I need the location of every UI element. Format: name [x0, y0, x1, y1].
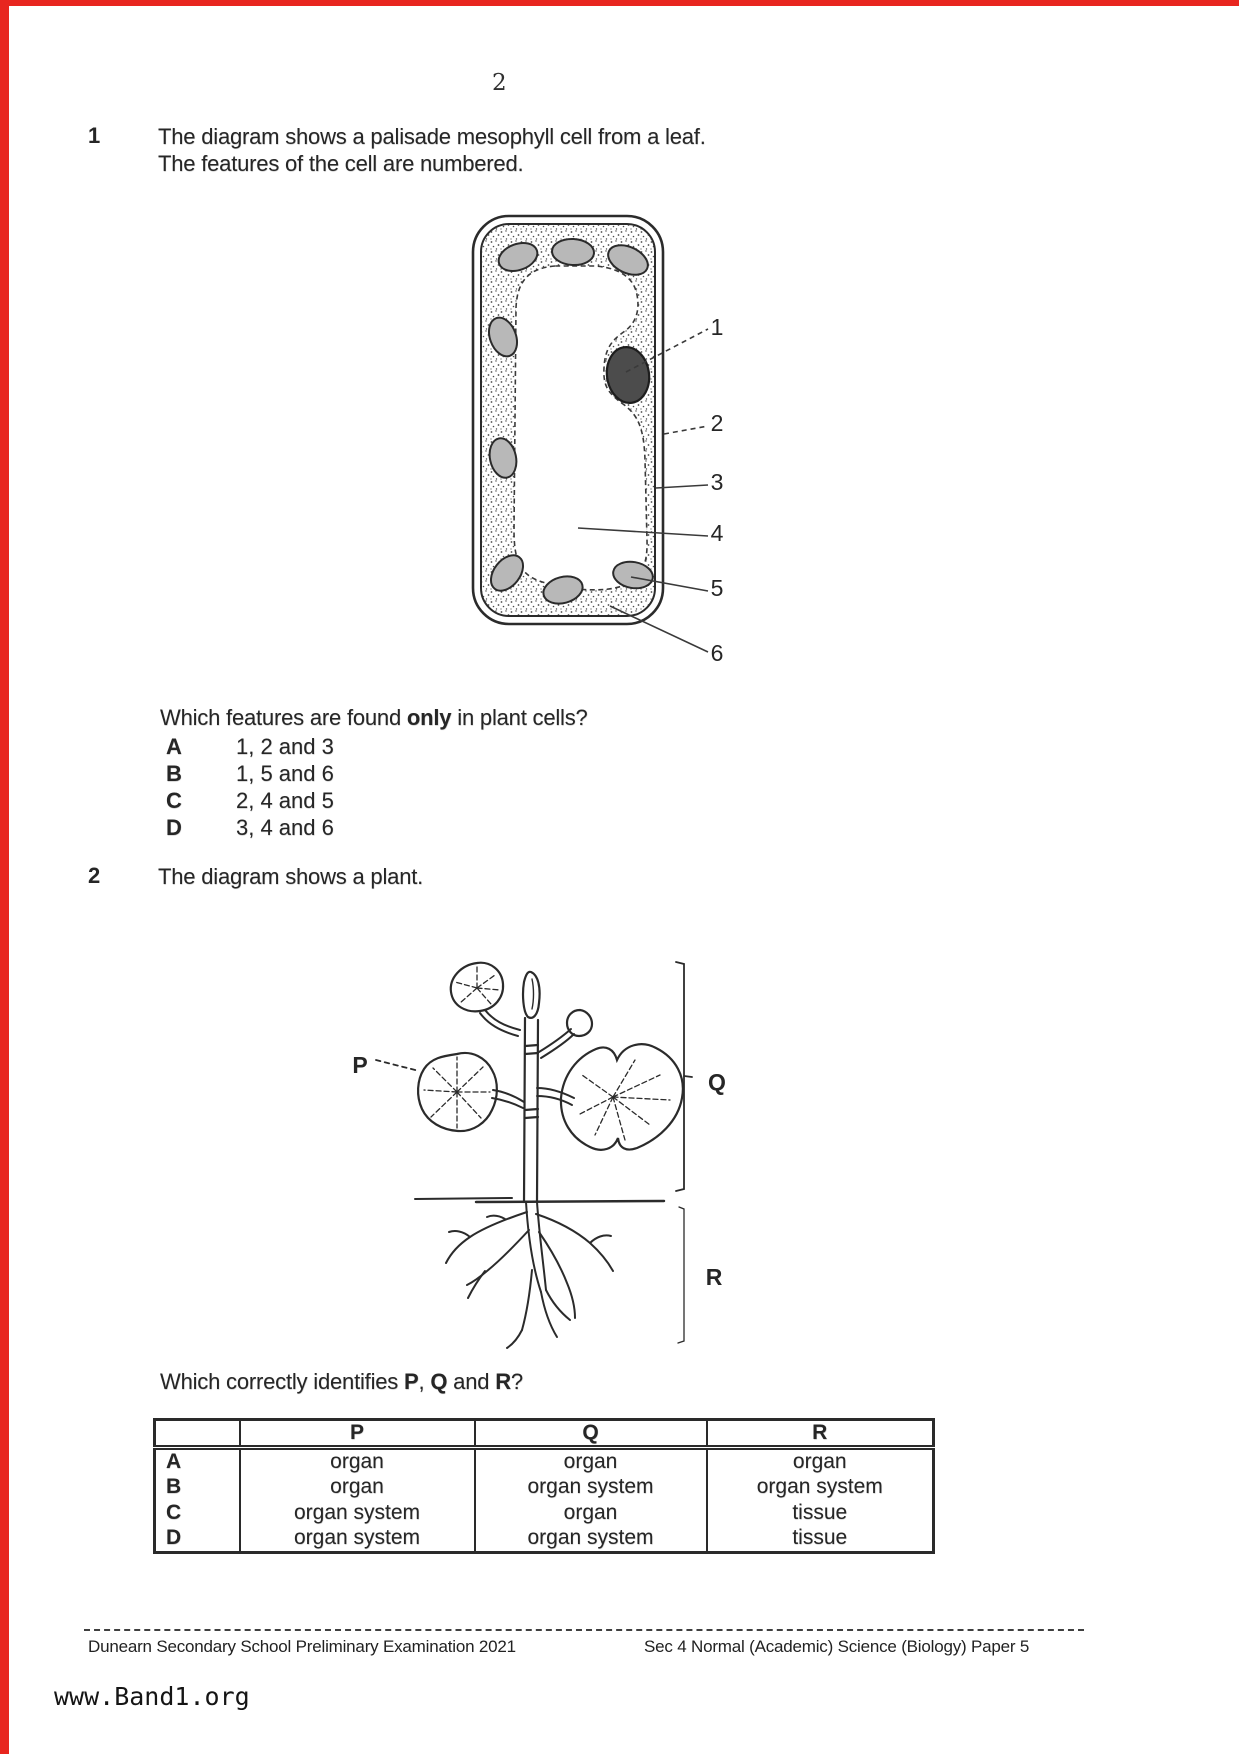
r-bracket — [678, 1207, 684, 1343]
question-2-stem-end: ? — [510, 1369, 523, 1394]
option-a-text: 1, 2 and 3 — [236, 734, 334, 759]
option-a-letter: A — [166, 734, 182, 759]
table-row-a-q: organ — [475, 1448, 707, 1475]
question-2-stem-sep2: and — [447, 1369, 496, 1394]
table-row — [155, 1526, 934, 1552]
q2-answer-table — [153, 1418, 935, 1554]
plant-figure — [280, 940, 730, 1360]
option-a — [166, 733, 334, 760]
cell-label-6: 6 — [710, 640, 724, 666]
footer-school: Dunearn Secondary School Preliminary Examination 2021 — [88, 1637, 516, 1656]
cell-label-3: 3 — [710, 469, 724, 495]
option-c-text: 2, 4 and 5 — [236, 788, 334, 813]
question-1-stem-post: in plant cells? — [451, 705, 588, 730]
table-row-c-q: organ — [475, 1500, 707, 1526]
option-d — [166, 814, 334, 841]
question-1-number: 1 — [88, 123, 101, 148]
leader-line-2 — [664, 426, 708, 434]
top-leaf-petiole — [485, 1010, 520, 1030]
question-2-number: 2 — [88, 863, 101, 888]
cell-label-1: 1 — [710, 314, 724, 340]
question-1-intro — [158, 123, 798, 177]
p-leader-line — [376, 1060, 419, 1071]
side-bud-stalk — [541, 1034, 574, 1058]
table-row-d-r: tissue — [707, 1526, 934, 1552]
soil-line — [476, 1201, 664, 1202]
table-row-c-r: tissue — [707, 1500, 934, 1526]
question-2-stem-sep1: , — [418, 1369, 431, 1394]
option-d-text: 3, 4 and 6 — [236, 815, 334, 840]
table-row-a-letter: A — [155, 1448, 240, 1475]
table-row-d-p: organ system — [240, 1526, 475, 1552]
plant-label-q: Q — [708, 1069, 726, 1095]
scan-border-top — [0, 0, 1239, 6]
scan-border-left — [0, 0, 9, 1754]
leader-line-6 — [610, 606, 708, 652]
roots — [446, 1202, 613, 1348]
page-number: 2 — [492, 70, 507, 96]
table-row — [155, 1448, 934, 1475]
table-row-c-p: organ system — [240, 1500, 475, 1526]
question-2-stem-q: Q — [430, 1369, 448, 1394]
cell-label-2: 2 — [710, 410, 724, 436]
question-1-intro-line1: The diagram shows a palisade mesophyll cell from a leaf. — [158, 124, 706, 149]
table-row-b-r: organ system — [707, 1474, 934, 1500]
cell-label-5: 5 — [710, 575, 724, 601]
question-2-stem-p: P — [404, 1369, 419, 1394]
soil-line — [415, 1198, 512, 1199]
table-header-blank — [155, 1420, 240, 1448]
question-2-stem — [160, 1368, 523, 1395]
table-row-d-q: organ system — [475, 1526, 707, 1552]
option-c — [166, 787, 334, 814]
apical-bud — [523, 972, 540, 1018]
vacuole — [514, 266, 647, 590]
table-header-row — [155, 1420, 934, 1448]
option-b-letter: B — [166, 761, 182, 786]
table-row-d-letter: D — [155, 1526, 240, 1552]
left-leaf-petiole — [493, 1090, 524, 1102]
question-1-options — [166, 733, 334, 841]
table-row — [155, 1500, 934, 1526]
table-header-p: P — [240, 1420, 475, 1448]
plant-label-r: R — [705, 1264, 723, 1290]
cell-label-4: 4 — [710, 520, 724, 546]
option-b-text: 1, 5 and 6 — [236, 761, 334, 786]
table-row-a-r: organ — [707, 1448, 934, 1475]
palisade-cell-figure — [420, 200, 740, 670]
footer-divider — [84, 1629, 1084, 1631]
question-1-stem-bold: only — [406, 705, 452, 730]
table-header-r: R — [707, 1420, 934, 1448]
question-2-stem-r: R — [495, 1369, 511, 1394]
option-d-letter: D — [166, 815, 182, 840]
option-b — [166, 760, 334, 787]
table-header-q: Q — [475, 1420, 707, 1448]
table-row-b-q: organ system — [475, 1474, 707, 1500]
table-row-a-p: organ — [240, 1448, 475, 1475]
option-c-letter: C — [166, 788, 182, 813]
footer-paper: Sec 4 Normal (Academic) Science (Biology) Paper 5 — [644, 1637, 1030, 1656]
question-2-intro: The diagram shows a plant. — [158, 864, 424, 889]
question-1-stem-pre: Which features are found — [160, 705, 407, 730]
watermark-url: www.Band1.org — [54, 1682, 250, 1711]
question-1-intro-line2: The features of the cell are numbered. — [158, 151, 524, 176]
stem — [524, 1018, 538, 1202]
q-bracket-tick — [684, 1076, 692, 1077]
question-2-stem-pre: Which correctly identifies — [160, 1369, 405, 1394]
side-bud — [567, 1010, 592, 1036]
table-row — [155, 1474, 934, 1500]
top-leaf-petiole — [480, 1013, 518, 1036]
table-row-c-letter: C — [155, 1500, 240, 1526]
question-1-stem — [160, 704, 588, 731]
plant-label-p: P — [352, 1052, 368, 1078]
table-row-b-letter: B — [155, 1474, 240, 1500]
table-row-b-p: organ — [240, 1474, 475, 1500]
